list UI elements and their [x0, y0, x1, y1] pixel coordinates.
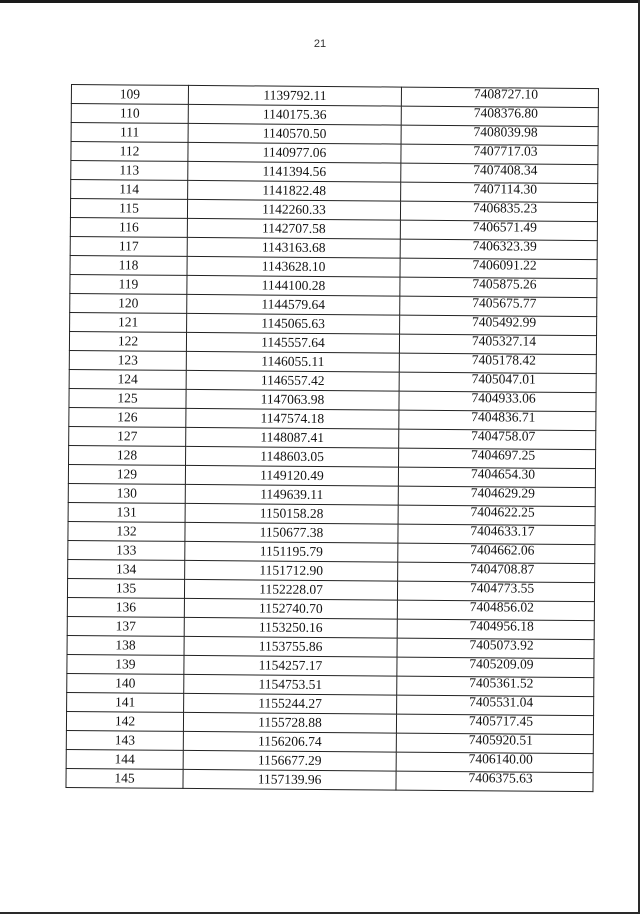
- x-coordinate-text: 1151195.79: [259, 543, 323, 559]
- x-coordinate-cell: [187, 313, 400, 334]
- point-number-cell: [67, 692, 184, 712]
- page-number: 21: [313, 38, 327, 50]
- scan-edge-top: [0, 0, 640, 3]
- coordinate-table: [65, 84, 599, 792]
- y-coordinate-text: 7404622.25: [470, 504, 535, 520]
- point-number-text: 110: [119, 105, 140, 121]
- y-coordinate-text: 7405920.51: [468, 732, 533, 748]
- point-number-text: 114: [119, 181, 140, 197]
- x-coordinate-cell: [188, 85, 401, 106]
- x-coordinate-cell: [184, 579, 397, 600]
- point-number-cell: [71, 142, 188, 162]
- y-coordinate-text: 7405875.26: [472, 276, 537, 292]
- point-number-text: 130: [116, 485, 137, 501]
- y-coordinate-text: 7406091.22: [472, 257, 537, 273]
- y-coordinate-text: 7408376.80: [473, 105, 538, 121]
- point-number-cell: [71, 85, 188, 105]
- point-number-cell: [67, 616, 184, 636]
- point-number-cell: [69, 369, 186, 389]
- point-number-text: 137: [115, 618, 136, 634]
- y-coordinate-text: 7405073.92: [469, 637, 534, 653]
- y-coordinate-text: 7407114.30: [473, 181, 538, 197]
- point-number-cell: [70, 199, 187, 219]
- point-number-cell: [67, 673, 184, 693]
- point-number-text: 142: [114, 713, 136, 729]
- y-coordinate-text: 7405717.45: [468, 713, 534, 729]
- x-coordinate-text: 1156677.29: [257, 752, 322, 768]
- y-coordinate-text: 7405209.09: [469, 656, 534, 672]
- point-number-cell: [68, 464, 185, 484]
- x-coordinate-text: 1147574.18: [260, 410, 325, 426]
- point-number-text: 111: [119, 124, 140, 140]
- point-number-text: 139: [115, 656, 136, 672]
- y-coordinate-text: 7405327.14: [471, 333, 537, 349]
- x-coordinate-cell: [185, 560, 398, 581]
- point-number-text: 121: [117, 314, 139, 330]
- x-coordinate-cell: [186, 370, 399, 391]
- point-number-cell: [68, 540, 185, 560]
- x-coordinate-cell: [183, 712, 396, 733]
- point-number-cell: [66, 749, 183, 769]
- y-coordinate-text: 7408727.10: [473, 86, 539, 102]
- point-number-cell: [71, 161, 188, 181]
- x-coordinate-cell: [184, 598, 397, 619]
- point-number-cell: [68, 521, 185, 541]
- x-coordinate-text: 1154753.51: [258, 676, 323, 692]
- x-coordinate-cell: [186, 389, 399, 410]
- y-coordinate-text: 7404633.17: [470, 523, 535, 539]
- x-coordinate-text: 1147063.98: [260, 391, 325, 407]
- point-number-text: 123: [117, 352, 139, 368]
- y-coordinate-text: 7406375.63: [468, 770, 533, 786]
- y-coordinate-text: 7405178.42: [471, 352, 536, 368]
- y-coordinate-text: 7406323.39: [472, 238, 537, 254]
- table-row: [66, 768, 593, 791]
- x-coordinate-text: 1151712.90: [259, 562, 324, 578]
- point-number-cell: [69, 388, 186, 408]
- point-number-cell: [69, 350, 186, 370]
- y-coordinate-text: 7405361.52: [469, 675, 534, 691]
- x-coordinate-cell: [186, 332, 399, 353]
- x-coordinate-text: 1145557.64: [261, 334, 325, 351]
- x-coordinate-text: 1155244.27: [258, 695, 323, 711]
- point-number-text: 134: [116, 561, 137, 577]
- point-number-text: 126: [117, 409, 138, 425]
- x-coordinate-cell: [185, 484, 398, 505]
- x-coordinate-cell: [185, 541, 398, 562]
- point-number-cell: [66, 730, 183, 750]
- point-number-text: 131: [116, 504, 137, 520]
- y-coordinate-text: 7405531.04: [469, 694, 534, 710]
- point-number-text: 109: [119, 86, 141, 102]
- point-number-text: 117: [118, 238, 139, 254]
- point-number-text: 120: [118, 295, 139, 311]
- x-coordinate-cell: [184, 655, 397, 676]
- point-number-cell: [70, 236, 187, 256]
- x-coordinate-text: 1148603.05: [260, 448, 324, 464]
- point-number-cell: [67, 597, 184, 617]
- x-coordinate-cell: [188, 142, 401, 163]
- point-number-text: 138: [115, 637, 136, 653]
- y-coordinate-text: 7404836.71: [471, 409, 536, 425]
- y-coordinate-text: 7404629.29: [470, 485, 535, 501]
- x-coordinate-cell: [187, 218, 400, 239]
- point-number-cell: [70, 293, 187, 313]
- x-coordinate-cell: [186, 427, 399, 448]
- point-number-cell: [69, 407, 186, 427]
- point-number-text: 122: [117, 333, 139, 349]
- x-coordinate-cell: [186, 351, 399, 372]
- x-coordinate-cell: [188, 104, 401, 125]
- x-coordinate-text: 1153250.16: [258, 619, 323, 635]
- x-coordinate-text: 1150677.38: [259, 524, 324, 540]
- x-coordinate-text: 1153755.86: [258, 638, 323, 654]
- point-number-text: 129: [116, 466, 138, 482]
- x-coordinate-text: 1152740.70: [259, 600, 323, 616]
- point-number-text: 127: [117, 428, 138, 444]
- y-coordinate-text: 7406835.23: [472, 200, 538, 216]
- y-coordinate-text: 7404654.30: [470, 466, 536, 482]
- point-number-cell: [66, 711, 183, 731]
- point-number-cell: [71, 123, 188, 143]
- point-number-cell: [70, 312, 187, 332]
- point-number-text: 128: [116, 447, 138, 463]
- x-coordinate-cell: [185, 522, 398, 543]
- x-coordinate-text: 1148087.41: [260, 429, 325, 445]
- x-coordinate-text: 1140977.06: [262, 144, 327, 161]
- point-number-cell: [67, 635, 184, 655]
- x-coordinate-text: 1141394.56: [262, 163, 327, 180]
- coordinate-table-body: [66, 85, 599, 792]
- x-coordinate-text: 1156206.74: [257, 733, 322, 749]
- x-coordinate-cell: [186, 446, 399, 467]
- point-number-cell: [71, 180, 188, 200]
- y-coordinate-text: 7405492.99: [472, 314, 537, 330]
- point-number-text: 118: [118, 257, 139, 273]
- x-coordinate-text: 1149120.49: [260, 467, 324, 483]
- point-number-cell: [69, 331, 186, 351]
- point-number-text: 144: [114, 751, 135, 767]
- x-coordinate-cell: [188, 123, 401, 144]
- x-coordinate-cell: [188, 180, 401, 201]
- point-number-text: 141: [114, 694, 136, 710]
- x-coordinate-text: 1140570.50: [262, 125, 327, 142]
- x-coordinate-cell: [183, 731, 396, 752]
- point-number-cell: [68, 483, 185, 503]
- point-number-text: 136: [115, 599, 137, 615]
- point-number-cell: [71, 104, 188, 124]
- y-coordinate-text: 7407408.34: [473, 162, 538, 178]
- y-coordinate-text: 7407717.03: [473, 143, 538, 159]
- x-coordinate-cell: [187, 256, 400, 277]
- point-number-cell: [68, 559, 185, 579]
- y-coordinate-cell: [396, 771, 593, 792]
- point-number-text: 133: [116, 542, 137, 558]
- x-coordinate-cell: [184, 617, 397, 638]
- x-coordinate-text: 1157139.96: [257, 771, 322, 787]
- x-coordinate-cell: [184, 636, 397, 657]
- point-number-cell: [70, 255, 187, 275]
- y-coordinate-text: 7404758.07: [471, 428, 536, 444]
- x-coordinate-cell: [187, 237, 400, 258]
- y-coordinate-text: 7404933.06: [471, 390, 536, 406]
- point-number-text: 125: [117, 390, 138, 406]
- x-coordinate-cell: [185, 465, 398, 486]
- x-coordinate-text: 1146055.11: [261, 353, 325, 369]
- point-number-text: 115: [119, 200, 139, 216]
- y-coordinate-text: 7406571.49: [472, 219, 538, 235]
- point-number-text: 132: [116, 523, 137, 539]
- point-number-text: 119: [118, 276, 139, 292]
- y-coordinate-text: 7405047.01: [471, 371, 536, 387]
- x-coordinate-cell: [185, 503, 398, 524]
- x-coordinate-text: 1144579.64: [261, 296, 326, 313]
- point-number-cell: [69, 445, 186, 465]
- y-coordinate-text: 7404856.02: [469, 599, 535, 615]
- x-coordinate-cell: [183, 750, 396, 771]
- point-number-text: 116: [118, 219, 139, 235]
- x-coordinate-text: 1146557.42: [260, 372, 325, 388]
- point-number-cell: [66, 768, 183, 788]
- point-number-text: 112: [119, 143, 140, 159]
- x-coordinate-text: 1143163.68: [261, 239, 326, 256]
- y-coordinate-text: 7404956.18: [469, 618, 534, 634]
- x-coordinate-text: 1139792.11: [263, 87, 327, 104]
- y-coordinate-text: 7408039.98: [473, 124, 538, 140]
- x-coordinate-cell: [183, 769, 396, 790]
- x-coordinate-text: 1155728.88: [258, 714, 322, 730]
- y-coordinate-text: 7404697.25: [470, 447, 536, 463]
- x-coordinate-text: 1144100.28: [261, 277, 326, 294]
- x-coordinate-text: 1142707.58: [262, 220, 326, 237]
- x-coordinate-cell: [184, 693, 397, 714]
- y-coordinate-text: 7404662.06: [470, 542, 535, 558]
- point-number-text: 140: [115, 675, 136, 691]
- point-number-cell: [67, 578, 184, 598]
- point-number-text: 145: [114, 770, 135, 786]
- x-coordinate-cell: [186, 408, 399, 429]
- point-number-text: 135: [115, 580, 137, 596]
- x-coordinate-text: 1145065.63: [261, 315, 325, 332]
- point-number-text: 113: [119, 162, 140, 178]
- x-coordinate-cell: [187, 275, 400, 296]
- x-coordinate-text: 1140175.36: [262, 106, 327, 123]
- x-coordinate-cell: [184, 674, 397, 695]
- x-coordinate-cell: [187, 294, 400, 315]
- point-number-cell: [69, 426, 186, 446]
- y-coordinate-text: 7404708.87: [470, 561, 535, 577]
- point-number-cell: [70, 274, 187, 294]
- x-coordinate-text: 1141822.48: [262, 182, 327, 199]
- x-coordinate-text: 1154257.17: [258, 657, 323, 673]
- x-coordinate-text: 1150158.28: [259, 505, 324, 521]
- x-coordinate-text: 1149639.11: [260, 486, 324, 502]
- x-coordinate-text: 1143628.10: [261, 258, 326, 275]
- x-coordinate-cell: [188, 161, 401, 182]
- point-number-cell: [67, 654, 184, 674]
- y-coordinate-text: 7406140.00: [468, 751, 533, 767]
- x-coordinate-cell: [187, 199, 400, 220]
- x-coordinate-text: 1142260.33: [262, 201, 326, 218]
- point-number-text: 124: [117, 371, 138, 387]
- x-coordinate-text: 1152228.07: [259, 581, 323, 597]
- point-number-cell: [70, 217, 187, 237]
- point-number-text: 143: [114, 732, 136, 748]
- y-coordinate-text: 7405675.77: [472, 295, 537, 311]
- y-coordinate-text: 7404773.55: [469, 580, 535, 596]
- point-number-cell: [68, 502, 185, 522]
